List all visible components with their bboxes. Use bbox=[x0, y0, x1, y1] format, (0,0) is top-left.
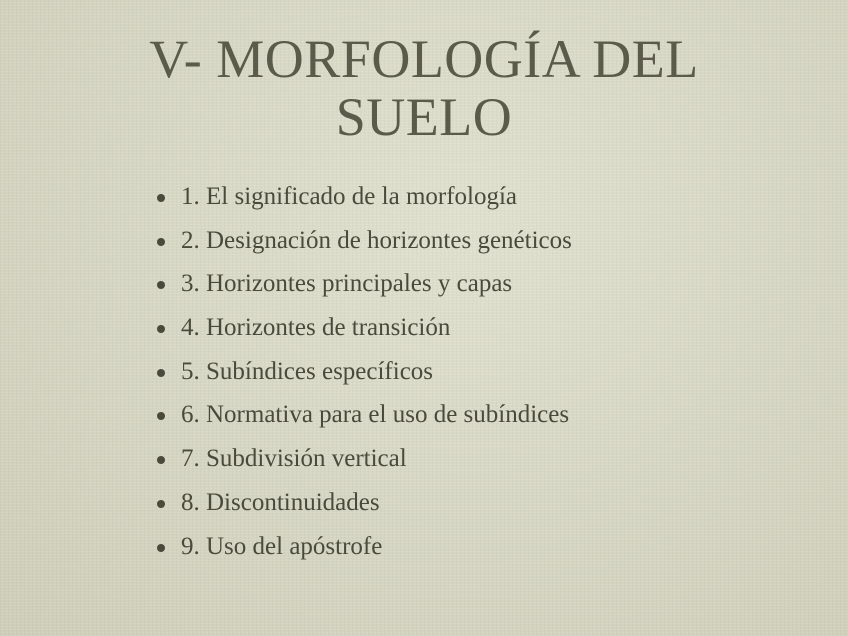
list-item bbox=[155, 306, 795, 350]
title-line-1: V- MORFOLOGÍA DEL bbox=[149, 29, 699, 89]
list-item bbox=[155, 350, 795, 394]
bullet-dot-icon bbox=[157, 500, 165, 508]
list-item-text: 3. Horizontes principales y capas bbox=[181, 270, 513, 298]
list-item-text: 7. Subdivisión vertical bbox=[181, 445, 407, 473]
list-item bbox=[155, 525, 795, 569]
bullet-dot-icon bbox=[157, 238, 165, 246]
bullet-dot-icon bbox=[157, 456, 165, 464]
list-item-text: 2. Designación de horizontes genéticos bbox=[181, 226, 572, 254]
list-item-text: 8. Discontinuidades bbox=[181, 488, 380, 516]
bullet-dot-icon bbox=[157, 281, 165, 289]
list-item bbox=[155, 393, 795, 437]
bullet-dot-icon bbox=[157, 412, 165, 420]
bullet-list bbox=[155, 175, 795, 568]
list-item-text: 4. Horizontes de transición bbox=[181, 314, 451, 342]
list-item-text: 5. Subíndices específicos bbox=[181, 357, 434, 385]
list-item bbox=[155, 481, 795, 525]
bullet-dot-icon bbox=[157, 369, 165, 377]
list-item-text: 6. Normativa para el uso de subíndices bbox=[181, 401, 570, 429]
bullet-dot-icon bbox=[157, 325, 165, 333]
list-item bbox=[155, 219, 795, 263]
list-item-text: 9. Uso del apóstrofe bbox=[181, 532, 383, 560]
bullet-dot-icon bbox=[157, 544, 165, 552]
bullet-dot-icon bbox=[157, 194, 165, 202]
list-item bbox=[155, 175, 795, 219]
title-line-2: SUELO bbox=[335, 87, 513, 147]
list-item bbox=[155, 262, 795, 306]
list-item bbox=[155, 437, 795, 481]
slide-title bbox=[0, 30, 848, 146]
list-item-text: 1. El significado de la morfología bbox=[181, 183, 518, 210]
